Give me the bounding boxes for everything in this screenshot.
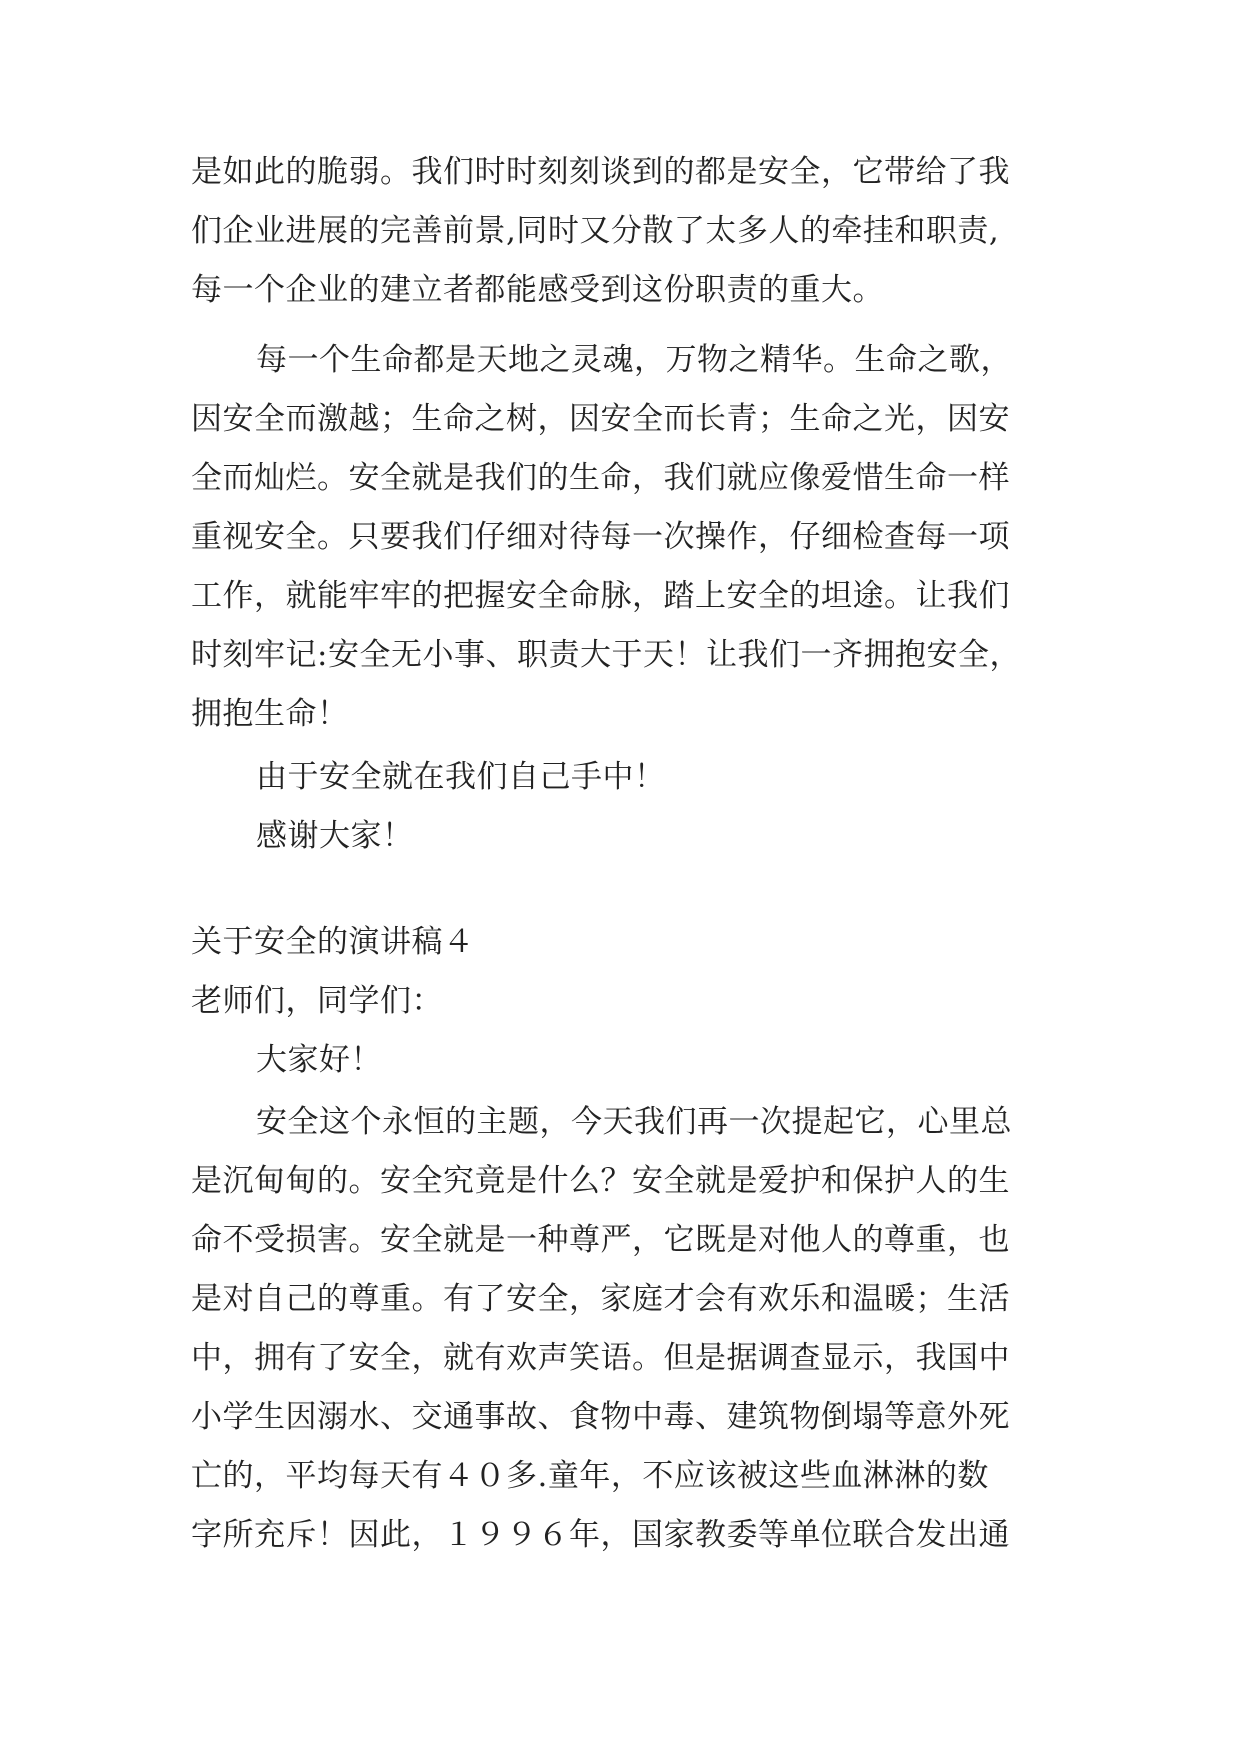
text-line: 是沉甸甸的。安全究竟是什么？安全就是爱护和保护人的生 bbox=[191, 1163, 1010, 1199]
text-line: 是对自己的尊重。有了安全，家庭才会有欢乐和温暖；生活 bbox=[191, 1281, 1010, 1317]
text-line: 们企业进展的完善前景,同时又分散了太多人的牵挂和职责, bbox=[191, 213, 1000, 249]
paragraph-first-line: 安全这个永恒的主题，今天我们再一次提起它，心里总 bbox=[256, 1104, 1012, 1140]
text-line: 每一个企业的建立者都能感受到这份职责的重大。 bbox=[191, 272, 884, 308]
text-line: 时刻牢记:安全无小事、职责大于天！让我们一齐拥抱安全， bbox=[191, 637, 1021, 673]
paragraph-first-line: 由于安全就在我们自己手中！ bbox=[256, 759, 666, 795]
greeting: 大家好！ bbox=[256, 1042, 382, 1078]
text-line: 全而灿烂。安全就是我们的生命，我们就应像爱惜生命一样 bbox=[191, 460, 1010, 496]
text-line: 小学生因溺水、交通事故、食物中毒、建筑物倒塌等意外死 bbox=[191, 1399, 1010, 1435]
closing-line: 感谢大家！ bbox=[256, 818, 414, 854]
salutation: 老师们，同学们： bbox=[191, 983, 443, 1019]
paragraph-first-line: 每一个生命都是天地之灵魂，万物之精华。生命之歌， bbox=[256, 342, 1012, 378]
text-line: 拥抱生命！ bbox=[191, 696, 349, 732]
text-line: 中，拥有了安全，就有欢声笑语。但是据调查显示，我国中 bbox=[191, 1340, 1010, 1376]
text-line: 重视安全。只要我们仔细对待每一次操作，仔细检查每一项 bbox=[191, 519, 1010, 555]
text-line: 因安全而激越；生命之树，因安全而长青；生命之光，因安 bbox=[191, 401, 1010, 437]
text-line: 工作，就能牢牢的把握安全命脉，踏上安全的坦途。让我们 bbox=[191, 578, 1010, 614]
text-line: 是如此的脆弱。我们时时刻刻谈到的都是安全，它带给了我 bbox=[191, 154, 1010, 190]
text-line: 命不受损害。安全就是一种尊严，它既是对他人的尊重，也 bbox=[191, 1222, 1010, 1258]
text-line: 亡的，平均每天有４０多.童年，不应该被这些血淋淋的数 bbox=[191, 1458, 989, 1494]
section-title: 关于安全的演讲稿４ bbox=[191, 924, 475, 960]
text-line: 字所充斥！因此，１９９６年，国家教委等单位联合发出通 bbox=[191, 1517, 1010, 1553]
